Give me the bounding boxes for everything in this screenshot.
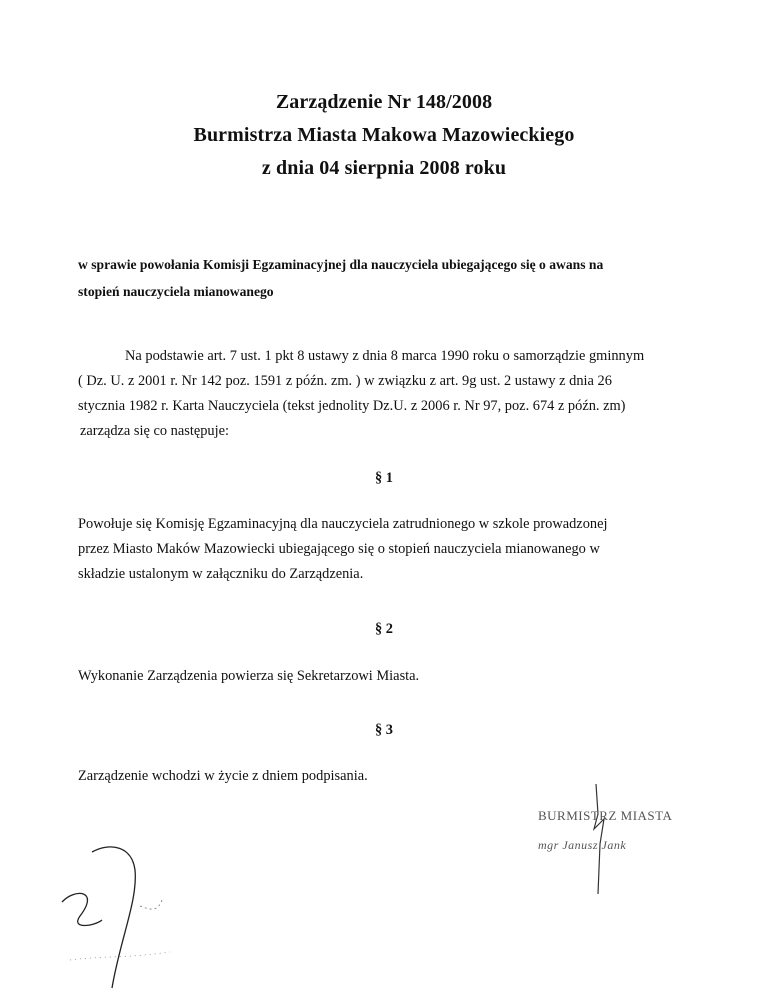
section-1-line-2: przez Miasto Maków Mazowiecki ubiegającego się o stopień nauczyciela mianowanego w	[78, 541, 600, 557]
section-3-line-1: Zarządzenie wchodzi w życie z dniem podpisania.	[78, 768, 368, 784]
section-1-line-1: Powołuje się Komisję Egzaminacyjną dla nauczyciela zatrudnionego w szkole prowadzonej	[78, 516, 608, 532]
signature-title: BURMISTRZ MIASTA	[538, 808, 673, 823]
section-1-line-3: składzie ustalonym w załączniku do Zarządzenia.	[78, 566, 364, 582]
legal-basis-line-2: ( Dz. U. z 2001 r. Nr 142 poz. 1591 z późn. zm. ) w związku z art. 9g ust. 2 ustawy z dnia 26	[78, 373, 612, 389]
section-2-mark: § 2	[375, 621, 393, 637]
subject	[78, 251, 678, 305]
section-1-body	[78, 512, 698, 587]
subject-line-1: w sprawie powołania Komisji Egzaminacyjnej dla nauczyciela ubiegającego się o awans na	[78, 257, 604, 272]
legal-basis-line-4: zarządza się co następuje:	[80, 423, 230, 439]
title-ordinance-number: Zarządzenie Nr 148/2008	[275, 91, 493, 113]
section-2-line-1: Wykonanie Zarządzenia powierza się Sekretarzowi Miasta.	[78, 668, 420, 684]
document-title	[0, 86, 768, 185]
section-3-mark: § 3	[375, 722, 393, 738]
handwritten-signature-icon	[40, 840, 200, 990]
title-issuer: Burmistrza Miasta Makowa Mazowieckiego	[193, 124, 575, 146]
section-2-body	[78, 664, 698, 689]
title-date: z dnia 04 sierpnia 2008 roku	[261, 157, 507, 179]
signature-name: mgr Janusz Jank	[538, 838, 627, 852]
subject-line-2: stopień nauczyciela mianowanego	[78, 284, 274, 299]
legal-basis-line-1: Na podstawie art. 7 ust. 1 pkt 8 ustawy z dnia 8 marca 1990 roku o samorządzie gminnym	[125, 348, 645, 364]
section-1-mark: § 1	[375, 470, 393, 486]
legal-basis-line-3: stycznia 1982 r. Karta Nauczyciela (tekst jednolity Dz.U. z 2006 r. Nr 97, poz. 674 z późn. zm)	[78, 398, 626, 414]
legal-basis	[78, 344, 698, 444]
